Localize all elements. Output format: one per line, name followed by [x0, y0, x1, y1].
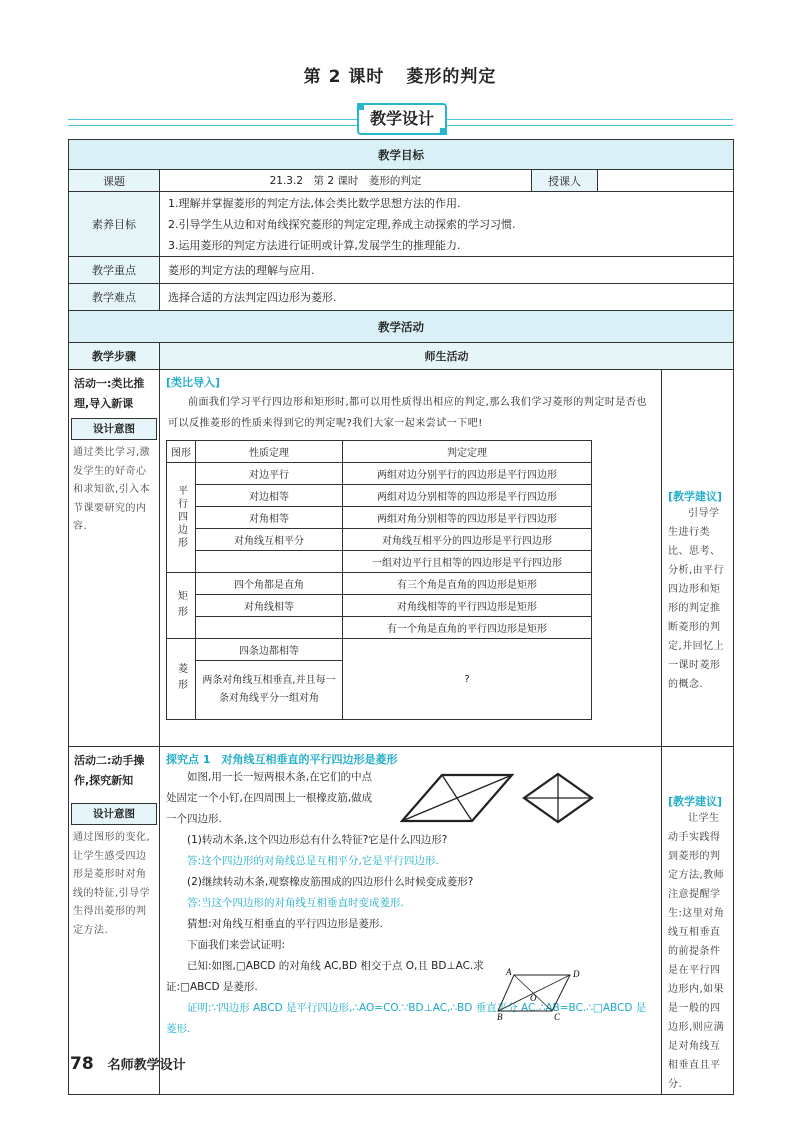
design-label: 设计意图: [71, 803, 157, 825]
judgment-cell: 一组对边平行且相等的四边形是平行四边形: [343, 551, 592, 573]
point-o-label: O: [530, 993, 537, 1003]
property-cell: [196, 617, 343, 639]
judgment-cell: 有一个角是直角的平行四边形是矩形: [343, 617, 592, 639]
explore-paragraph: 如图,用一长一短两根木条,在它们的中点处固定一个小钉,在四周围上一根橡皮筋,做成一个四边形.: [166, 771, 373, 825]
property-cell: 对边相等: [196, 485, 343, 507]
design-note: 通过类比学习,激发学生的好奇心和求知欲,引入本节课要研究的内容.: [73, 447, 151, 532]
judgment-cell: 有三个角是直角的四边形是矩形: [343, 573, 592, 595]
literacy-goals: [160, 192, 734, 257]
guess: 猜想:对角线互相垂直的平行四边形是菱形.: [187, 918, 383, 930]
tip-text: 让学生动手实践得到菱形的判定方法,教师注意提醒学生:这里对角线互相垂直的前提条件是在平行四边形内,如果是一般的四边形,则应满足对角线互相垂直且平分.: [668, 813, 725, 1090]
difficulty-label: 教学难点: [69, 284, 160, 311]
topic-label: 课题: [69, 170, 160, 192]
col-shape: 图形: [167, 441, 196, 463]
design-note: 通过图形的变化,让学生感受四边形是菱形时对角线的特征,引导学生得出菱形的判定方法.: [73, 832, 151, 936]
col-judgment: 判定定理: [343, 441, 592, 463]
literacy-label: 素养目标: [69, 192, 160, 257]
corner-mark: [440, 128, 447, 135]
key-label: 教学重点: [69, 257, 160, 284]
activity1-content: [160, 370, 662, 747]
judgment-cell: ?: [343, 639, 592, 720]
property-cell: 四条边都相等: [196, 639, 343, 661]
point-c-label: C: [554, 1012, 561, 1022]
activity2-side: [69, 747, 160, 1095]
design-label: 设计意图: [71, 418, 157, 440]
activities-header: 教学活动: [69, 311, 734, 343]
activity2-title: 活动二:动手操作,探究新知: [69, 747, 159, 795]
property-cell: 两条对角线互相垂直,并且每一条对角线平分一组对角: [196, 661, 343, 720]
property-cell: 对边平行: [196, 463, 343, 485]
point-d-label: D: [573, 969, 580, 979]
teacher-label: 授课人: [532, 170, 598, 192]
page-footer: [70, 1054, 186, 1074]
analogy-tag: [类比导入]: [166, 376, 221, 389]
banner-title: 教学设计: [369, 109, 434, 128]
judgment-cell: 对角线相等的平行四边形是矩形: [343, 595, 592, 617]
judgment-cell: 对角线互相平分的四边形是平行四边形: [343, 529, 592, 551]
question-1: (1)转动木条,这个四边形总有什么特征?它是什么四边形?: [187, 834, 448, 846]
property-cell: 对角相等: [196, 507, 343, 529]
literacy-item: 3.运用菱形的判定方法进行证明或计算,发展学生的推理能力.: [168, 238, 461, 252]
corner-mark: [357, 103, 364, 110]
rectangle-label: 矩形: [167, 573, 196, 639]
tip-text: 引导学生进行类比、思考、分析,由平行四边形和矩形的判定推断菱形的判定,并回忆上一课时菱形的概念.: [668, 508, 725, 690]
analogy-intro: 前面我们学习平行四边形和矩形时,都可以用性质得出相应的判定,那么我们学习菱形的判定时是否也可以反推菱形的性质来得到它的判定呢?我们大家一起来尝试一下吧!: [168, 397, 647, 429]
teacher-value: [598, 170, 734, 192]
rhombus-label: 菱形: [167, 639, 196, 720]
judgment-cell: 两组对角分别相等的四边形是平行四边形: [343, 507, 592, 529]
lesson-title: [0, 62, 800, 87]
given: 已知:如图,□ABCD 的对角线 AC,BD 相交于点 O,且 BD⊥AC.求证:□ABCD 是菱形.: [166, 960, 484, 993]
goals-header: 教学目标: [69, 140, 734, 170]
activity2-tip: [662, 747, 734, 1095]
point-a-label: A: [506, 967, 512, 977]
property-cell: [196, 551, 343, 573]
literacy-item: 2.引导学生从边和对角线探究菱形的判定定理,养成主动探索的学习习惯.: [168, 217, 516, 231]
banner: [357, 103, 447, 135]
activity1-tip: [662, 370, 734, 747]
property-cell: 四个角都是直角: [196, 573, 343, 595]
lesson-plan-table: [68, 139, 734, 1095]
topic-value: 21.3.2 第 2 课时 菱形的判定: [160, 170, 532, 192]
book-title: 名师教学设计: [107, 1058, 186, 1073]
answer-2: 答:当这个四边形的对角线互相垂直时变成菱形.: [187, 897, 404, 909]
page-number: 78: [70, 1054, 94, 1074]
point-b-label: B: [497, 1012, 503, 1022]
prove-intro: 下面我们来尝试证明:: [187, 939, 286, 951]
answer-1: 答:这个四边形的对角线总是互相平分,它是平行四边形.: [187, 855, 439, 867]
difficulty-value: 选择合适的方法判定四边形为菱形.: [160, 284, 734, 311]
activity1-title: 活动一:类比推理,导入新课: [69, 370, 159, 418]
lesson-name: 菱形的判定: [406, 67, 497, 87]
tip-title: [教学建议]: [668, 490, 723, 503]
activity1-side: [69, 370, 160, 747]
parallelogram-figure: [398, 771, 608, 823]
parallelogram-label: 平行四边形: [167, 463, 196, 573]
tip-title: [教学建议]: [668, 795, 723, 808]
proof-figure: [498, 965, 588, 1021]
property-table: [166, 440, 592, 720]
proof: 证明:∵四边形 ABCD 是平行四边形,∴AO=CO.∵BD⊥AC,∴BD 垂直平分 AC.∴AB=BC.∴□ABCD 是菱形.: [166, 1002, 647, 1035]
judgment-cell: 两组对边分别相等的四边形是平行四边形: [343, 485, 592, 507]
activity-label: 师生活动: [160, 343, 734, 370]
judgment-cell: 两组对边分别平行的四边形是平行四边形: [343, 463, 592, 485]
col-property: 性质定理: [196, 441, 343, 463]
property-cell: 对角线互相平分: [196, 529, 343, 551]
lesson-number: 第 2 课时: [303, 67, 385, 87]
activity2-content: [160, 747, 662, 1095]
question-2: (2)继续转动木条,观察橡皮筋围成的四边形什么时候变成菱形?: [187, 876, 474, 888]
literacy-item: 1.理解并掌握菱形的判定方法,体会类比数学思想方法的作用.: [168, 196, 461, 210]
explore-title: 探究点 1 对角线互相垂直的平行四边形是菱形: [166, 753, 398, 766]
diagonal-stick: [442, 775, 472, 821]
key-value: 菱形的判定方法的理解与应用.: [160, 257, 734, 284]
property-cell: 对角线相等: [196, 595, 343, 617]
steps-label: 教学步骤: [69, 343, 160, 370]
